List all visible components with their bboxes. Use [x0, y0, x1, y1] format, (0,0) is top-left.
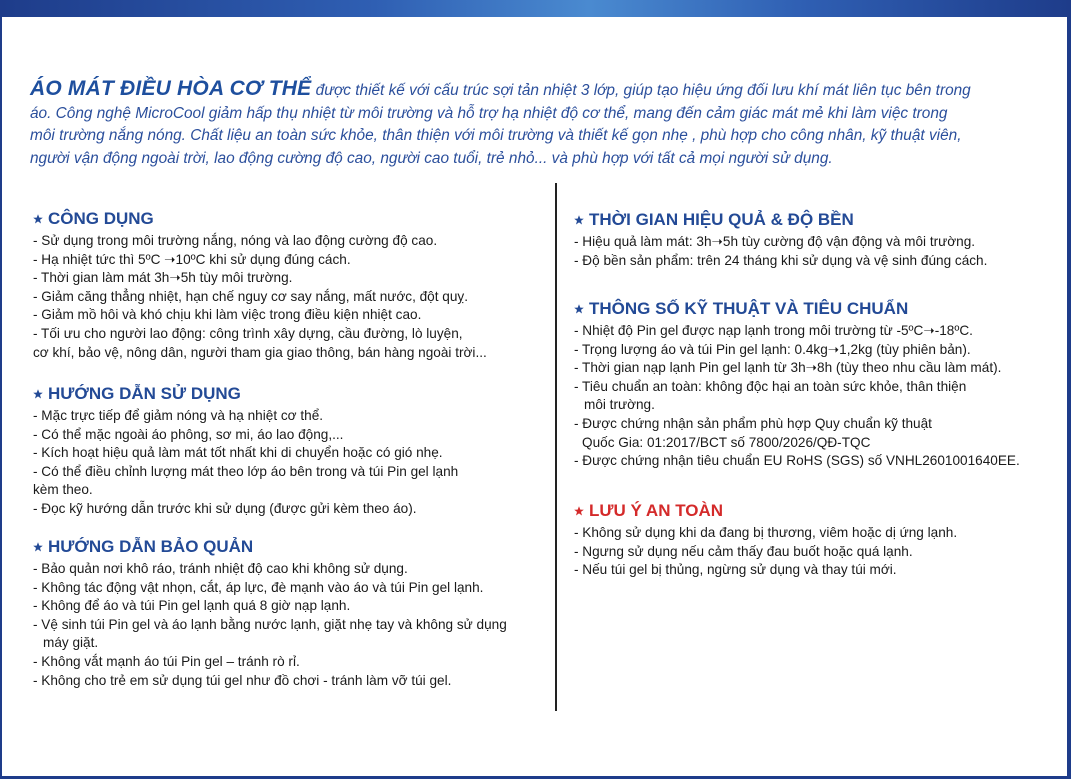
section-usage-title: HƯỚNG DẪN SỬ DỤNG [48, 384, 241, 403]
list-item: - Bảo quản nơi khô ráo, tránh nhiệt độ cao khi không sử dụng. [33, 561, 408, 576]
list-item: - Vệ sinh túi Pin gel và áo lạnh bằng nước lạnh, giặt nhẹ tay và không sử dụng [33, 616, 507, 632]
section-durability-heading [574, 209, 987, 231]
list-item: - Không để áo và túi Pin gel lạnh quá 8 giờ nạp lạnh. [33, 598, 351, 614]
section-safety-title: LƯU Ý AN TOÀN [589, 501, 724, 520]
list-item: - Thời gian nạp lạnh Pin gel lạnh từ 3h➝8h (tùy theo nhu cầu làm mát). [574, 360, 1002, 376]
section-usage-heading [33, 383, 458, 405]
list-item: máy giặt. [43, 635, 99, 651]
frame-left-border [0, 17, 2, 779]
section-specs-title: THÔNG SỐ KỸ THUẬT VÀ TIÊU CHUẨN [589, 299, 909, 318]
section-safety-heading [574, 500, 957, 522]
list-item: - Giảm căng thẳng nhiệt, hạn chế nguy cơ say nắng, mất nước, đột quỵ. [33, 288, 468, 304]
list-item: kèm theo. [33, 482, 93, 498]
list-item: - Tiêu chuẩn an toàn: không độc hại an toàn sức khỏe, thân thiện [574, 378, 967, 394]
product-title: ÁO MÁT ĐIỀU HÒA CƠ THỂ [30, 77, 312, 100]
intro-line-1 [30, 78, 1050, 103]
star-icon [33, 542, 43, 552]
list-item: - Được chứng nhận tiêu chuẩn EU RoHS (SGS) số VNHL2601001640EE. [574, 453, 1020, 469]
list-item: - Ngưng sử dụng nếu cảm thấy đau buốt hoặc quá lạnh. [574, 543, 913, 559]
section-usage-list [33, 407, 458, 519]
section-storage-list [33, 560, 507, 690]
list-item: - Không sử dụng khi da đang bị thương, viêm hoặc dị ứng lạnh. [574, 525, 958, 540]
list-item: - Nếu túi gel bị thủng, ngừng sử dụng và thay túi mới. [574, 562, 897, 578]
section-storage [33, 536, 507, 690]
list-item: - Được chứng nhận sản phẩm phù hợp Quy chuẩn kỹ thuật [574, 415, 932, 431]
section-storage-heading [33, 536, 507, 558]
list-item: - Mặc trực tiếp để giảm nóng và hạ nhiệt cơ thể. [33, 408, 324, 423]
star-icon [33, 214, 43, 224]
section-specs-list [574, 322, 1020, 471]
list-item: - Có thể mặc ngoài áo phông, sơ mi, áo lao động,... [33, 426, 344, 442]
section-uses [33, 208, 487, 362]
intro-text-1: được thiết kế với cấu trúc sợi tản nhiệt 3 lớp, giúp tạo hiệu ứng đối lưu khí mát liên tục bên trong [311, 82, 971, 99]
intro-line-2: áo. Công nghệ MicroCool giảm hấp thụ nhiệt từ môi trường và hỗ trợ hạ nhiệt độ cơ thể, mang đến cảm giác mát mẻ khi làm việc trong [30, 104, 948, 122]
section-specs-heading [574, 298, 1020, 320]
list-item: Quốc Gia: 01:2017/BCT số 7800/2026/QĐ-TQC [582, 434, 871, 450]
section-uses-title: CÔNG DỤNG [48, 209, 154, 228]
list-item: môi trường. [584, 397, 655, 413]
star-icon [574, 304, 584, 314]
section-specs [574, 298, 1020, 471]
list-item: - Sử dụng trong môi trường nắng, nóng và lao động cường độ cao. [33, 233, 438, 248]
section-usage [33, 383, 458, 519]
list-item: - Thời gian làm mát 3h➝5h tùy môi trường. [33, 270, 293, 286]
list-item: - Độ bền sản phẩm: trên 24 tháng khi sử dụng và vệ sinh đúng cách. [574, 252, 988, 268]
section-safety [574, 500, 957, 580]
list-item: - Hiệu quả làm mát: 3h➝5h tùy cường độ vận động và môi trường. [574, 234, 976, 249]
list-item: - Hạ nhiệt tức thì 5ºC ➝10ºC khi sử dụng đúng cách. [33, 251, 351, 267]
section-storage-title: HƯỚNG DẪN BẢO QUẢN [48, 537, 254, 556]
list-item: - Không tác động vật nhọn, cắt, áp lực, đè mạnh vào áo và túi Pin gel lạnh. [33, 579, 484, 595]
section-uses-heading [33, 208, 487, 230]
section-durability-list [574, 233, 987, 270]
top-banner [0, 0, 1071, 17]
list-item: - Không cho trẻ em sử dụng túi gel như đồ chơi - tránh làm vỡ túi gel. [33, 672, 452, 688]
intro-paragraph [30, 78, 1050, 170]
list-item: - Tối ưu cho người lao động: công trình xây dựng, cầu đường, lò luyện, [33, 325, 463, 341]
intro-line-4: người vận động ngoài trời, lao động cường độ cao, người cao tuổi, trẻ nhỏ... và phù hợp với tất cả mọi người sử dụng. [30, 149, 833, 167]
star-icon [33, 389, 43, 399]
list-item: - Nhiệt độ Pin gel được nạp lạnh trong môi trường từ -5ºC➝-18ºC. [574, 323, 973, 338]
section-durability [574, 209, 987, 270]
list-item: - Có thể điều chỉnh lượng mát theo lớp áo bên trong và túi Pin gel lạnh [33, 463, 459, 479]
frame-right-border [1067, 17, 1071, 779]
column-divider [555, 183, 557, 711]
section-safety-list [574, 524, 957, 580]
list-item: - Đọc kỹ hướng dẫn trước khi sử dụng (được gửi kèm theo áo). [33, 500, 417, 516]
list-item: - Giảm mồ hôi và khó chịu khi làm việc trong điều kiện nhiệt cao. [33, 307, 422, 323]
star-icon [574, 215, 584, 225]
list-item: - Trọng lượng áo và túi Pin gel lạnh: 0.4kg➝1,2kg (tùy phiên bản). [574, 341, 971, 357]
list-item: - Không vắt mạnh áo túi Pin gel – tránh rò rỉ. [33, 653, 300, 669]
section-uses-list [33, 232, 487, 362]
section-durability-title: THỜI GIAN HIỆU QUẢ & ĐỘ BỀN [589, 210, 854, 229]
star-icon [574, 506, 584, 516]
intro-line-3: môi trường nắng nóng. Chất liệu an toàn sức khỏe, thân thiện với môi trường và thiết kế gọn nhẹ , phù hợp cho công nhân, kỹ thuật viên, [30, 127, 962, 144]
list-item: - Kích hoạt hiệu quả làm mát tốt nhất khi di chuyển hoặc có gió nhẹ. [33, 445, 443, 461]
list-item: cơ khí, bảo vệ, nông dân, người tham gia giao thông, bán hàng ngoài trời... [33, 344, 487, 360]
